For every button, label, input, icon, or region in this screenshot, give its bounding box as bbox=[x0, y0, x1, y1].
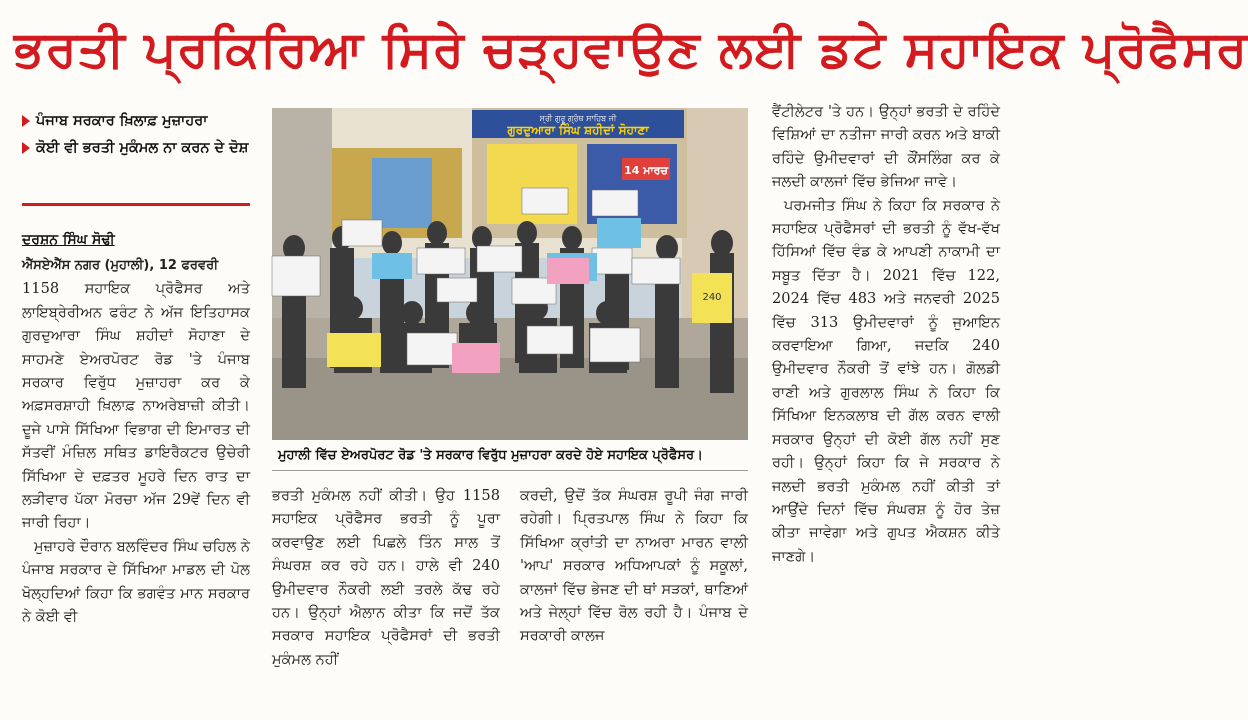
photo-illustration bbox=[272, 108, 748, 440]
paragraph: ਵੈਂਟੀਲੇਟਰ 'ਤੇ ਹਨ। ਉਨ੍ਹਾਂ ਭਰਤੀ ਦੇ ਰਹਿੰਦੇ ਵਿਸ਼ਿਆਂ ਦਾ ਨਤੀਜਾ ਜਾਰੀ ਕਰਨ ਅਤੇ ਬਾਕੀ ਰਹਿੰਦੇ ਉਮੀਦਵਾਰਾਂ ਦੀ ਕੌਂਸਲਿੰਗ ਕਰ ਕੇ ਜਲਦੀ ਕਾਲਜਾਂ ਵਿੱਚ ਭੇਜਿਆ ਜਾਵੇ। bbox=[772, 103, 1000, 191]
bullet-icon bbox=[22, 142, 30, 154]
divider bbox=[272, 470, 748, 471]
paragraph: ਕਰਦੀ, ਉਦੋਂ ਤੱਕ ਸੰਘਰਸ਼ ਰੂਪੀ ਜੰਗ ਜਾਰੀ ਰਹੇਗੀ। ਪ੍ਰਿਤਪਾਲ ਸਿੰਘ ਨੇ ਕਿਹਾ ਕਿ ਸਿੱਖਿਆ ਕ੍ਰਾਂਤੀ ਦਾ ਨਾਅਰਾ ਮਾਰਨ ਵਾਲੀ 'ਆਪ' ਸਰਕਾਰ ਅਧਿਆਪਕਾਂ ਨੂੰ ਸਕੂਲਾਂ, ਕਾਲਜਾਂ ਵਿੱਚ ਭੇਜਣ ਦੀ ਥਾਂ ਸੜਕਾਂ, ਥਾਣਿਆਂ ਅਤੇ ਜੇਲ੍ਹਾਂ ਵਿੱਚ ਰੋਲ ਰਹੀ ਹੈ। ਪੰਜਾਬ ਦੇ ਸਰਕਾਰੀ ਕਾਲਜ bbox=[520, 487, 748, 645]
paragraph: ਪਰਮਜੀਤ ਸਿੰਘ ਨੇ ਕਿਹਾ ਕਿ ਸਰਕਾਰ ਨੇ ਸਹਾਇਕ ਪ੍ਰੋਫੈਸਰਾਂ ਦੀ ਭਰਤੀ ਨੂੰ ਵੱਖ-ਵੱਖ ਹਿੱਸਿਆਂ ਵਿੱਚ ਵੰਡ ਕੇ ਆਪਣੀ ਨਾਕਾਮੀ ਦਾ ਸਬੂਤ ਦਿੱਤਾ ਹੈ। 2021 ਵਿੱਚ 122, 2024 ਵਿੱਚ 483 ਅਤੇ ਜਨਵਰੀ 2025 ਵਿੱਚ 313 ਉਮੀਦਵਾਰਾਂ ਨੂੰ ਜੁਆਇਨ ਕਰਵਾਇਆ ਗਿਆ, ਜਦਕਿ 240 ਉਮੀਦਵਾਰ ਨੌਕਰੀ ਤੋਂ ਵਾਂਝੇ ਹਨ। ਗੋਲਡੀ ਰਾਣੀ ਅਤੇ ਗੁਰਲਾਲ ਸਿੰਘ ਨੇ ਕਿਹਾ ਕਿ ਸਿੱਖਿਆ ਇਨਕਲਾਬ ਦੀ ਗੱਲ ਕਰਨ ਵਾਲੀ ਸਰਕਾਰ ਉਨ੍ਹਾਂ ਦੀ ਕੋਈ ਗੱਲ ਨਹੀਂ ਸੁਣ ਰਹੀ। ਉਨ੍ਹਾਂ ਕਿਹਾ ਕਿ ਜੇ ਸਰਕਾਰ ਨੇ ਜਲਦੀ ਭਰਤੀ ਮੁਕੰਮਲ ਨਹੀਂ ਕੀਤੀ ਤਾਂ ਆਉਂਦੇ ਦਿਨਾਂ ਵਿੱਚ ਸੰਘਰਸ਼ ਨੂੰ ਹੋਰ ਤੇਜ਼ ਕੀਤਾ ਜਾਵੇਗਾ ਅਤੇ ਗੁਪਤ ਐਕਸ਼ਨ ਕੀਤੇ ਜਾਣਗੇ। bbox=[772, 196, 1000, 565]
highlight-text: ਪੰਜਾਬ ਸਰਕਾਰ ਖ਼ਿਲਾਫ਼ ਮੁਜ਼ਾਹਰਾ bbox=[36, 113, 208, 129]
highlights-box bbox=[22, 110, 250, 164]
paragraph: 1158 ਸਹਾਇਕ ਪ੍ਰੋਫੈਸਰ ਅਤੇ ਲਾਇਬ੍ਰੇਰੀਅਨ ਫਰੰਟ ਨੇ ਅੱਜ ਇਤਿਹਾਸਕ ਗੁਰਦੁਆਰਾ ਸਿੰਘ ਸ਼ਹੀਦਾਂ ਸੋਹਾਣਾ ਦੇ ਸਾਹਮਣੇ ਏਅਰਪੋਰਟ ਰੋਡ 'ਤੇ ਪੰਜਾਬ ਸਰਕਾਰ ਵਿਰੁੱਧ ਮੁਜ਼ਾਹਰਾ ਕਰ ਕੇ ਅਫ਼ਸਰਸ਼ਾਹੀ ਖ਼ਿਲਾਫ਼ ਨਾਅਰੇਬਾਜ਼ੀ ਕੀਤੀ। ਦੂਜੇ ਪਾਸੇ ਸਿੱਖਿਆ ਵਿਭਾਗ ਦੀ ਇਮਾਰਤ ਦੀ ਸੱਤਵੀਂ ਮੰਜ਼ਿਲ ਸਥਿਤ ਡਾਇਰੈਕਟਰ ਉਚੇਰੀ ਸਿੱਖਿਆ ਦੇ ਦਫ਼ਤਰ ਮੂਹਰੇ ਦਿਨ ਰਾਤ ਦਾ ਲੜੀਵਾਰ ਪੱਕਾ ਮੋਰਚਾ ਅੱਜ 29ਵੇਂ ਦਿਨ ਵੀ ਜਾਰੀ ਰਿਹਾ। bbox=[22, 280, 250, 532]
divider bbox=[22, 203, 250, 206]
paragraph: ਮੁਜ਼ਾਹਰੇ ਦੌਰਾਨ ਬਲਵਿੰਦਰ ਸਿੰਘ ਚਹਿਲ ਨੇ ਪੰਜਾਬ ਸਰਕਾਰ ਦੇ ਸਿੱਖਿਆ ਮਾਡਲ ਦੀ ਪੋਲ ਖੋਲ੍ਹਦਿਆਂ ਕਿਹਾ ਕਿ ਭਗਵੰਤ ਮਾਨ ਸਰਕਾਰ ਨੇ ਕੋਈ ਵੀ bbox=[22, 537, 250, 626]
bullet-icon bbox=[22, 115, 30, 127]
article-column-2 bbox=[272, 484, 500, 684]
article-column-4 bbox=[772, 100, 1000, 688]
sign-top-text: ਸ੍ਰੀ ਗੁਰੂ ਗ੍ਰੰਥ ਸਾਹਿਬ ਜੀ bbox=[539, 114, 617, 123]
byline: ਦਰਸ਼ਨ ਸਿੰਘ ਸੋਢੀ bbox=[22, 232, 115, 248]
paragraph: ਭਰਤੀ ਮੁਕੰਮਲ ਨਹੀਂ ਕੀਤੀ। ਉਹ 1158 ਸਹਾਇਕ ਪ੍ਰੋਫੈਸਰ ਭਰਤੀ ਨੂੰ ਪੂਰਾ ਕਰਵਾਉਣ ਲਈ ਪਿਛਲੇ ਤਿੰਨ ਸਾਲ ਤੋਂ ਸੰਘਰਸ਼ ਕਰ ਰਹੇ ਹਨ। ਹਾਲੇ ਵੀ 240 ਉਮੀਦਵਾਰ ਨੌਕਰੀ ਲਈ ਤਰਲੇ ਕੱਢ ਰਹੇ ਹਨ। ਉਨ੍ਹਾਂ ਐਲਾਨ ਕੀਤਾ ਕਿ ਜਦੋਂ ਤੱਕ ਸਰਕਾਰ ਸਹਾਇਕ ਪ੍ਰੋਫੈਸਰਾਂ ਦੀ ਭਰਤੀ ਮੁਕੰਮਲ ਨਹੀਂ bbox=[272, 487, 500, 668]
photo-caption: ਮੁਹਾਲੀ ਵਿੱਚ ਏਅਰਪੋਰਟ ਰੋਡ 'ਤੇ ਸਰਕਾਰ ਵਿਰੁੱਧ ਮੁਜ਼ਾਹਰਾ ਕਰਦੇ ਹੋਏ ਸਹਾਇਕ ਪ੍ਰੋਫੈਸਰ। bbox=[278, 448, 703, 463]
highlight-item bbox=[22, 137, 250, 160]
highlight-text: ਕੋਈ ਵੀ ਭਰਤੀ ਮੁਕੰਮਲ ਨਾ ਕਰਨ ਦੇ ਦੋਸ਼ bbox=[36, 140, 249, 156]
dateline: ਐੱਸਏਐੱਸ ਨਗਰ (ਮੁਹਾਲੀ), 12 ਫਰਵਰੀ bbox=[22, 258, 219, 273]
sign-text: ਗੁਰਦੁਆਰਾ ਸਿੰਘ ਸ਼ਹੀਦਾਂ ਸੋਹਾਣਾ bbox=[507, 123, 649, 137]
banner-text: 14 ਮਾਰਚ bbox=[624, 164, 668, 177]
placard-text: 240 bbox=[702, 292, 722, 303]
highlight-item bbox=[22, 110, 250, 133]
article-column-1 bbox=[22, 254, 250, 686]
headline: ਭਰਤੀ ਪ੍ਰਕਿਰਿਆ ਸਿਰੇ ਚੜ੍ਹਵਾਉਣ ਲਈ ਡਟੇ ਸਹਾਇਕ ਪ੍ਰੋਫੈਸਰ bbox=[14, 20, 1248, 78]
protest-photo bbox=[272, 108, 748, 440]
article-column-3 bbox=[520, 484, 748, 684]
